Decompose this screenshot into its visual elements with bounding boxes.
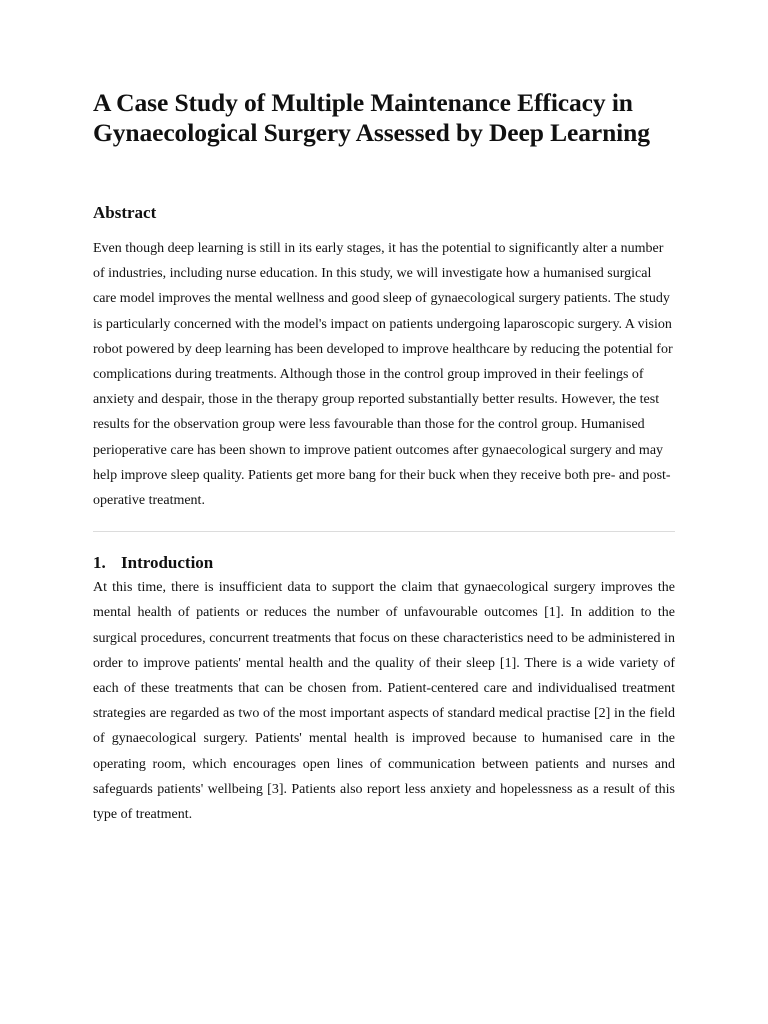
paper-page xyxy=(93,88,675,827)
introduction-body: At this time, there is insufficient data to support the claim that gynaecological surgery improves the mental health of patients or reduces the number of unfavourable outcomes [1]. In addition to the surgical procedures, concurrent treatments that focus on these characteristics need to be administered in order to improve patients' mental health and the quality of their sleep [1]. There is a wide variety of each of these treatments that can be chosen from. Patient-centered care and individualised treatment strategies are regarded as two of the most important aspects of standard medical practise [2] in the field of gynaecological surgery. Patients' mental health is improved because to humanised care in the operating room, which encourages open lines of communication between patients and nurses and safeguards patients' wellbeing [3]. Patients also report less anxiety and hopelessness as a result of this type of treatment. xyxy=(93,580,675,823)
introduction-heading xyxy=(93,553,675,573)
paper-title: A Case Study of Multiple Maintenance Efficacy in Gynaecological Surgery Assessed by Deep Learning xyxy=(93,88,650,147)
abstract-heading: Abstract xyxy=(93,203,157,222)
section-divider xyxy=(93,531,675,532)
section-title: Introduction xyxy=(121,553,214,573)
abstract-body: Even though deep learning is still in its early stages, it has the potential to significantly alter a number of industries, including nurse education. In this study, we will investigate how a humanised surgical care model improves the mental wellness and good sleep of gynaecological surgery patients. The study is particularly concerned with the model's impact on patients undergoing laparoscopic surgery. A vision robot powered by deep learning has been developed to improve healthcare by reducing the potential for complications during treatments. Although those in the control group improved in their feelings of anxiety and despair, those in the therapy group reported substantially better results. However, the test results for the observation group were less favourable than those for the control group. Humanised perioperative care has been shown to improve patient outcomes after gynaecological surgery and may help improve sleep quality. Patients get more bang for their buck when they receive both pre- and post-operative treatment. xyxy=(93,241,673,509)
section-number: 1. xyxy=(93,553,106,573)
